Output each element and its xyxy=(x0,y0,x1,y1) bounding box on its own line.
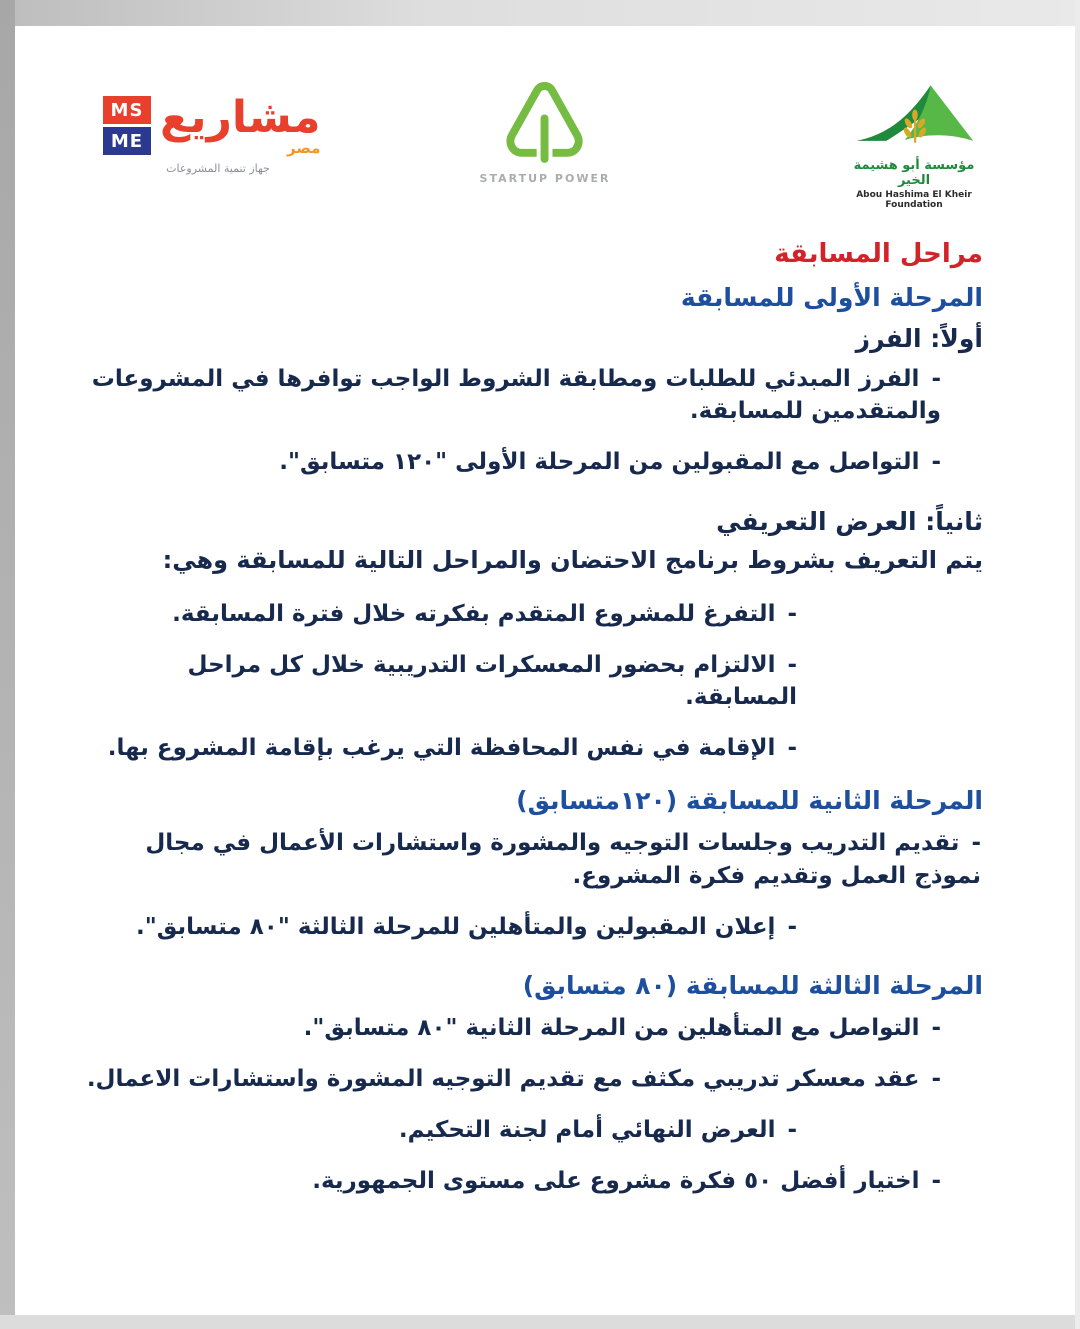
bullet-item: - الإقامة في نفس المحافظة التي يرغب بإقامة المشروع بها. xyxy=(75,732,983,764)
foundation-mountain-icon xyxy=(848,78,980,156)
document-page xyxy=(15,26,1075,1315)
msme-wordmark: مشاريع xyxy=(160,92,321,143)
photo-edge-left xyxy=(0,0,15,1329)
bullet-item: - عقد معسكر تدريبي مكثف مع تقديم التوجيه المشورة واستشارات الاعمال. xyxy=(75,1063,983,1095)
msme-logo xyxy=(103,92,363,175)
stage1-intro-text: يتم التعريف بشروط برنامج الاحتضان والمراحل التالية للمسابقة وهي: xyxy=(162,545,983,574)
bullet-item: - التواصل مع المتأهلين من المرحلة الثانية "٨٠ متسابق". xyxy=(75,1012,983,1044)
startup-power-label: STARTUP POWER xyxy=(479,172,611,185)
bullet-item: - التفرغ للمشروع المتقدم بفكرته خلال فترة المسابقة. xyxy=(75,598,983,630)
bullet-item: - اختيار أفضل ٥٠ فكرة مشروع على مستوى الجمهورية. xyxy=(75,1165,983,1197)
msme-wordmark-sub: مصر xyxy=(287,139,321,157)
bullet-item: - الفرز المبدئي للطلبات ومطابقة الشروط الواجب توافرها في المشروعات والمتقدمين للمسابقة. xyxy=(75,363,983,427)
msme-letter-boxes xyxy=(103,96,151,155)
msme-wordmark-wrap xyxy=(160,92,321,157)
startup-power-logo xyxy=(480,78,611,185)
bullet-item: - تقديم التدريب وجلسات التوجيه والمشورة واستشارات الأعمال في مجال نموذج العمل وتقديم فكرة المشروع. xyxy=(75,827,983,891)
msme-logo-row xyxy=(103,92,363,157)
startup-power-triangle-icon xyxy=(501,78,589,170)
photo-edge-right xyxy=(1075,0,1080,1329)
msme-ms-box: MS xyxy=(103,96,151,124)
msme-me-box: ME xyxy=(103,127,151,155)
foundation-logo xyxy=(839,78,989,210)
foundation-name-english: Abou Hashima El Kheir Foundation xyxy=(856,190,972,210)
photo-edge-bottom xyxy=(0,1315,1080,1329)
main-title: مراحل المسابقة xyxy=(774,239,983,269)
stage2-title: المرحلة الثانية للمسابقة (١٢٠متسابق) xyxy=(516,786,983,816)
stage1-intro-title: ثانياً: العرض التعريفي xyxy=(716,506,983,536)
bullet-item: - الالتزام بحضور المعسكرات التدريبية خلال كل مراحل المسابقة. xyxy=(75,649,983,713)
logo-header xyxy=(15,78,1075,213)
msme-tagline: جهاز تنمية المشروعات xyxy=(166,162,270,175)
stage1-screening-title: أولاً: الفرز xyxy=(855,324,983,353)
bullet-item: - إعلان المقبولين والمتأهلين للمرحلة الثالثة "٨٠ متسابق". xyxy=(75,911,983,943)
document-content xyxy=(15,213,1075,1198)
bullet-item: - العرض النهائي أمام لجنة التحكيم. xyxy=(75,1114,983,1146)
stage1-title: المرحلة الأولى للمسابقة xyxy=(680,283,983,312)
stage3-title: المرحلة الثالثة للمسابقة (٨٠ متسابق) xyxy=(522,970,983,1000)
photo-edge-top xyxy=(0,0,1080,26)
bullet-item: - التواصل مع المقبولين من المرحلة الأولى "١٢٠ متسابق". xyxy=(75,446,983,478)
foundation-name-arabic: مؤسسة أبو هشيمة الخير xyxy=(853,158,975,188)
